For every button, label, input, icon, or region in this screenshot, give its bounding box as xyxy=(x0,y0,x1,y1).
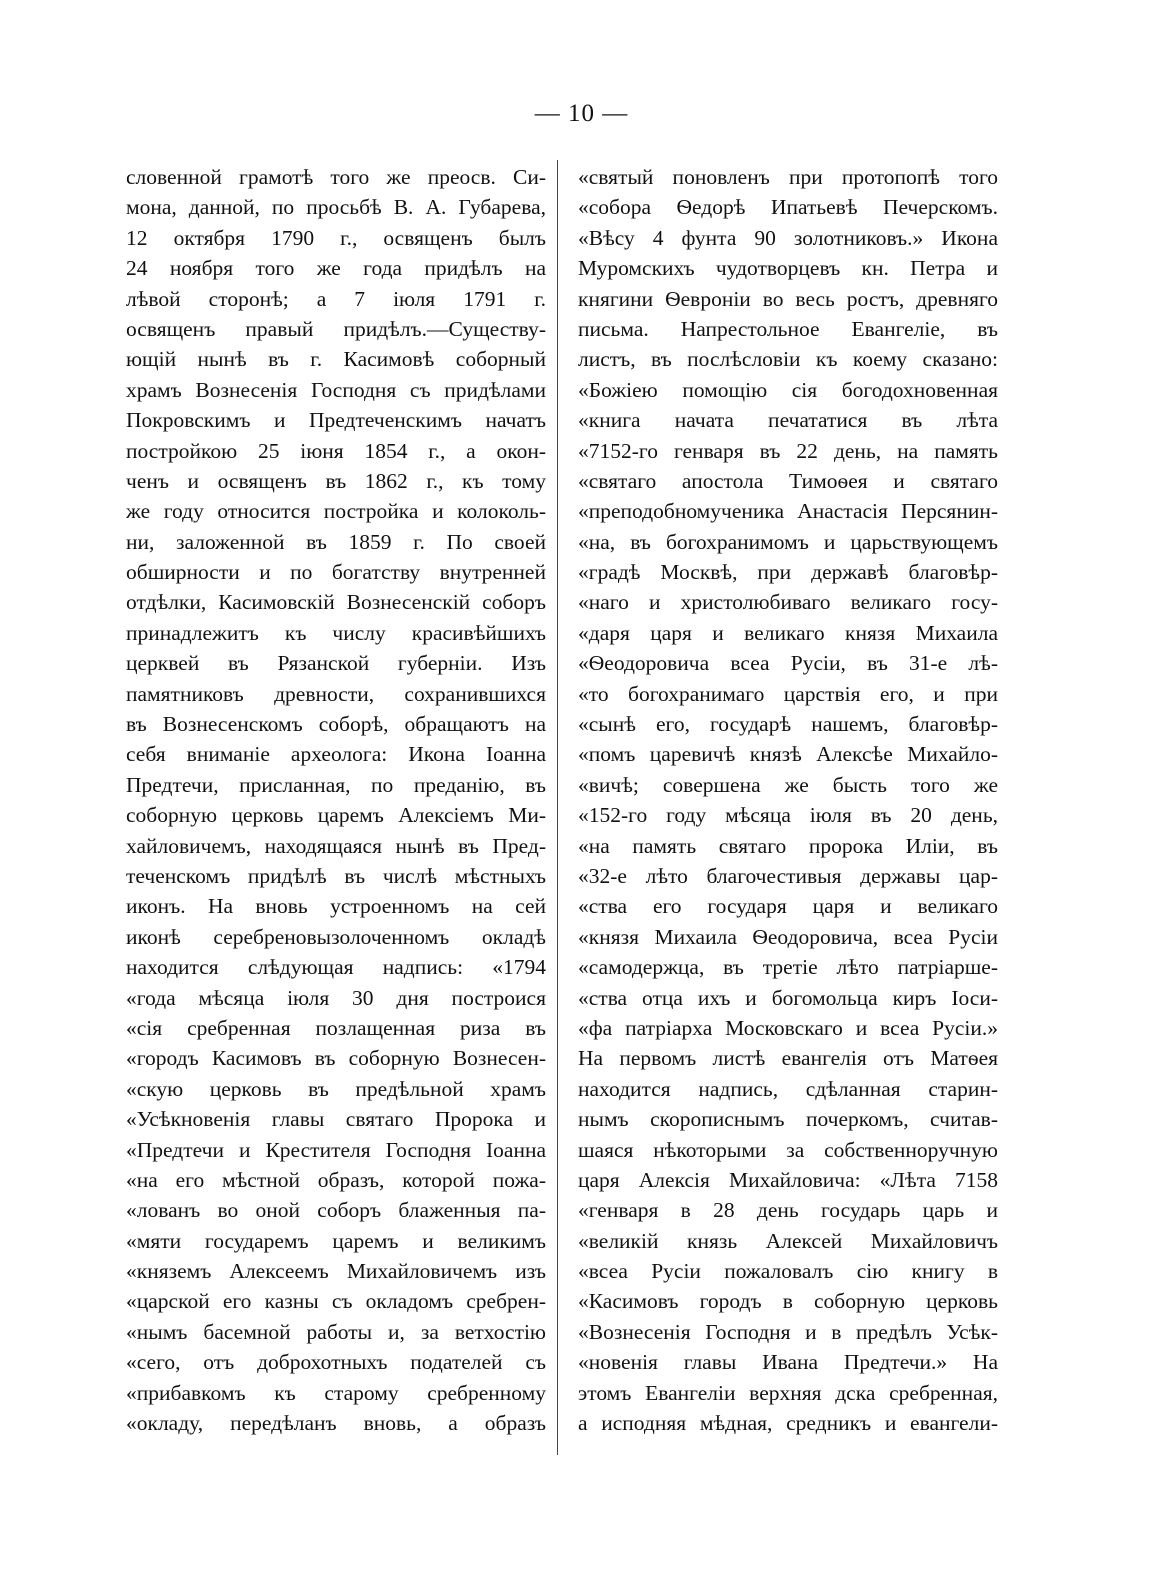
text-line: 24 ноября того же года придѣлъ на xyxy=(126,256,546,281)
text-line: «княземъ Алексеемъ Михайловичемъ изъ xyxy=(126,1259,546,1284)
text-line: находится слѣдующая надпись: «1794 xyxy=(126,955,546,980)
text-line: царя Алексія Михайловича: «Лѣта 7158 xyxy=(578,1167,998,1192)
text-line: иконъ. На вновь устроенномъ на сей xyxy=(126,894,546,919)
text-line: «Вѣсу 4 фунта 90 золотниковъ.» Икона xyxy=(578,225,998,250)
text-line: ющій нынѣ въ г. Касимовѣ соборный xyxy=(126,347,546,372)
text-line: обширности и по богатству внутренней xyxy=(126,560,546,585)
text-line: «7152-го генваря въ 22 день, на память xyxy=(578,438,998,463)
text-line: «прибавкомъ къ старому сребренному xyxy=(126,1380,546,1405)
text-line: нымъ скорописнымъ почеркомъ, считав- xyxy=(578,1107,998,1132)
text-line: принадлежитъ къ числу красивѣйшихъ xyxy=(126,620,546,645)
text-line: мона, данной, по просьбѣ В. А. Губарева, xyxy=(126,195,546,220)
text-line: На первомъ листѣ евангелія отъ Матѳея xyxy=(578,1046,998,1071)
text-line: «сія сребренная позлащенная риза въ xyxy=(126,1015,546,1040)
text-line: церквей въ Рязанской губерніи. Изъ xyxy=(126,651,546,676)
left-text-column xyxy=(126,162,546,1438)
text-line: Предтечи, присланная, по преданію, въ xyxy=(126,772,546,797)
text-line: «святый поновленъ при протопопѣ того xyxy=(578,165,998,189)
text-line: лѣвой сторонѣ; а 7 іюля 1791 г. xyxy=(126,286,546,311)
text-line: «князя Михаила Ѳеодоровича, всеа Русіи xyxy=(578,924,998,949)
text-line: себя вниманіе археолога: Икона Іоанна xyxy=(126,742,546,767)
text-line: «самодержца, въ третіе лѣто патріарше- xyxy=(578,955,998,980)
text-line: княгини Ѳевроніи во весь ростъ, древняго xyxy=(578,286,998,311)
text-line: храмъ Вознесенія Господня съ придѣлами xyxy=(126,377,546,402)
text-line: письма. Напрестольное Евангеліе, въ xyxy=(578,316,998,341)
text-line: словенной грамотѣ того же преосв. Си- xyxy=(126,165,546,189)
text-line: «года мѣсяца іюля 30 дня построися xyxy=(126,985,546,1010)
text-line: ченъ и освященъ въ 1862 г., къ тому xyxy=(126,468,546,493)
text-line: Муромскихъ чудотворцевъ кн. Петра и xyxy=(578,256,998,281)
text-line: «всеа Русіи пожаловалъ сію книгу в xyxy=(578,1259,998,1284)
text-line: «царской его казны съ окладомъ сребрен- xyxy=(126,1289,546,1314)
text-line: «ства его государя царя и великаго xyxy=(578,894,998,919)
text-line: постройкою 25 іюня 1854 г., а окон- xyxy=(126,438,546,463)
text-line: «генваря в 28 день государь царь и xyxy=(578,1198,998,1223)
text-line: «даря царя и великаго князя Михаила xyxy=(578,620,998,645)
text-line: «на, въ богохранимомъ и царьствующемъ xyxy=(578,529,998,554)
text-line: «мяти государемъ царемъ и великимъ xyxy=(126,1228,546,1253)
text-line: «Ѳеодоровича всеа Русіи, въ 31-е лѣ- xyxy=(578,651,998,676)
text-line: «на память святаго пророка Иліи, въ xyxy=(578,833,998,858)
text-line: листъ, въ послѣсловіи къ коему сказано: xyxy=(578,347,998,372)
text-line: «сынѣ его, государѣ нашемъ, благовѣр- xyxy=(578,712,998,737)
text-line: «градѣ Москвѣ, при державѣ благовѣр- xyxy=(578,560,998,585)
text-line: «152-го году мѣсяца іюля въ 20 день, xyxy=(578,803,998,828)
text-line: 12 октября 1790 г., освященъ былъ xyxy=(126,225,546,250)
text-line: «32-е лѣто благочестивыя державы цар- xyxy=(578,863,998,888)
text-line: хайловичемъ, находящаяся нынѣ въ Пред- xyxy=(126,833,546,858)
page-number: — 10 — xyxy=(534,100,629,127)
right-text-column xyxy=(578,162,998,1438)
text-line: «собора Ѳедорѣ Ипатьевѣ Печерскомъ. xyxy=(578,195,998,220)
text-line: «окладу, передѣланъ вновь, а образъ xyxy=(126,1411,546,1436)
text-line: въ Вознесенскомъ соборѣ, обращаютъ на xyxy=(126,712,546,737)
text-line: же году относится постройка и колоколь- xyxy=(126,499,546,524)
text-line: соборную церковь царемъ Алексіемъ Ми- xyxy=(126,803,546,828)
text-line: «вичѣ; совершена же бысть того же xyxy=(578,772,998,797)
text-line: ни, заложенной въ 1859 г. По своей xyxy=(126,529,546,554)
text-line: «святаго апостола Тимоѳея и святаго xyxy=(578,468,998,493)
text-line: «на его мѣстной образъ, которой пожа- xyxy=(126,1167,546,1192)
text-line: находится надпись, сдѣланная старин- xyxy=(578,1076,998,1101)
text-line: а исподняя мѣдная, средникъ и евангели- xyxy=(578,1411,998,1436)
text-line: «наго и христолюбиваго великаго госу- xyxy=(578,590,998,615)
text-line: «великій князь Алексей Михайловичъ xyxy=(578,1228,998,1253)
text-line: «сего, отъ доброхотныхъ подателей съ xyxy=(126,1350,546,1375)
text-line: «новенія главы Ивана Предтечи.» На xyxy=(578,1350,998,1375)
column-divider xyxy=(557,160,558,1455)
text-line: этомъ Евангеліи верхняя дска сребренная, xyxy=(578,1380,998,1405)
text-line: «Усѣкновенія главы святаго Пророка и xyxy=(126,1107,546,1132)
text-line: «Касимовъ городъ в соборную церковь xyxy=(578,1289,998,1314)
text-line: «нымъ басемной работы и, за ветхостію xyxy=(126,1319,546,1344)
text-line: «Божіею помощію сія богодохновенная xyxy=(578,377,998,402)
text-line: «помъ царевичѣ князѣ Алексѣе Михайло- xyxy=(578,742,998,767)
text-line: «то богохранимаго царствія его, и при xyxy=(578,681,998,706)
text-line: Покровскимъ и Предтеченскимъ начатъ xyxy=(126,408,546,433)
text-line: освященъ правый придѣлъ.—Существу- xyxy=(126,316,546,341)
text-line: памятниковъ древности, сохранившихся xyxy=(126,681,546,706)
text-line: «книга начата печататися въ лѣта xyxy=(578,408,998,433)
text-line: «Вознесенія Господня и в предѣлъ Усѣк- xyxy=(578,1319,998,1344)
text-line: отдѣлки, Касимовскій Вознесенскій соборъ xyxy=(126,590,546,615)
text-line: теченскомъ придѣлѣ въ числѣ мѣстныхъ xyxy=(126,863,546,888)
text-line: шаяся нѣкоторыми за собственноручную xyxy=(578,1137,998,1162)
text-line: иконѣ серебреновызолоченномъ окладѣ xyxy=(126,924,546,949)
text-line: «ства отца ихъ и богомольца киръ Іоси- xyxy=(578,985,998,1010)
text-line: «лованъ во оной соборъ блаженныя па- xyxy=(126,1198,546,1223)
text-line: «скую церковь въ предѣльной храмъ xyxy=(126,1076,546,1101)
text-line: «фа патріарха Московскаго и всеа Русіи.» xyxy=(578,1015,998,1040)
text-line: «преподобномученика Анастасія Персянин- xyxy=(578,499,998,524)
text-line: «городъ Касимовъ въ соборную Вознесен- xyxy=(126,1046,546,1071)
text-line: «Предтечи и Крестителя Господня Іоанна xyxy=(126,1137,546,1162)
